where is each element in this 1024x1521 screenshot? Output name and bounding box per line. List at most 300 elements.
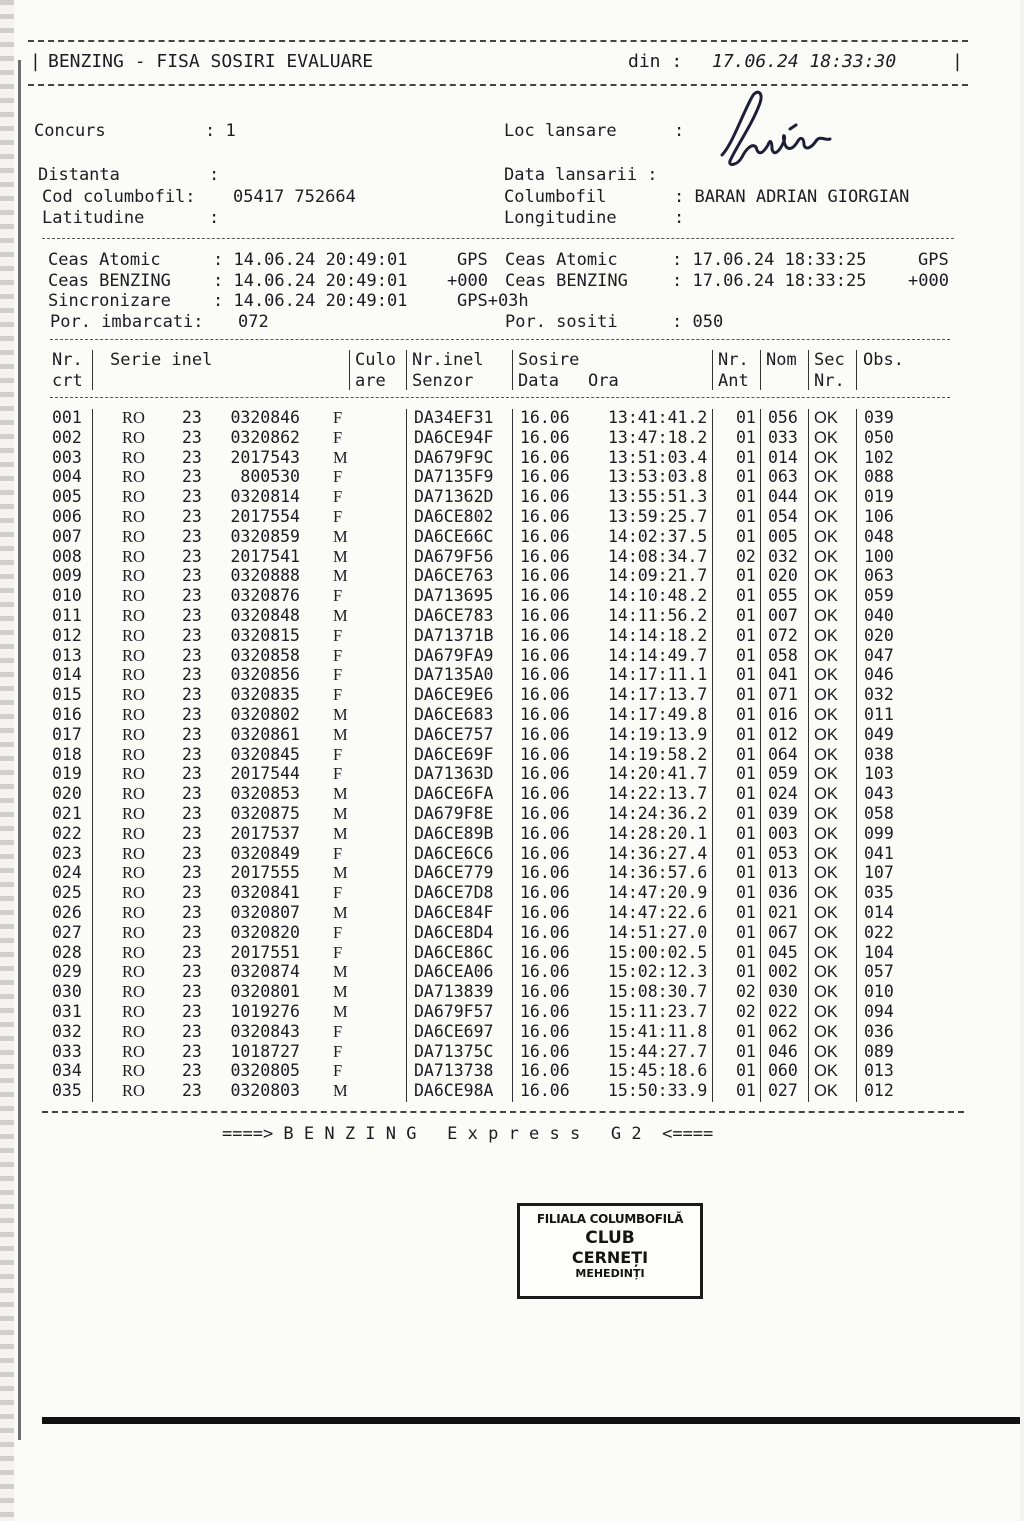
row-separator bbox=[760, 845, 761, 865]
row-separator bbox=[512, 1062, 513, 1082]
row-nr: 022 bbox=[52, 823, 82, 843]
row-obs: 047 bbox=[864, 645, 894, 665]
row-sex: M bbox=[333, 903, 348, 922]
col-senzor-header: Nr.inel bbox=[412, 350, 484, 370]
row-nr: 019 bbox=[52, 764, 82, 784]
row-separator bbox=[92, 924, 93, 944]
row-separator bbox=[808, 1043, 809, 1063]
row-separator bbox=[406, 567, 407, 587]
row-nr: 003 bbox=[52, 447, 82, 467]
row-time: 14:28:20.1 bbox=[608, 823, 708, 843]
clock-value: : 17.06.24 18:33:25 bbox=[672, 250, 867, 270]
col-senzor-header-2: Senzor bbox=[412, 371, 474, 391]
hdr-sep bbox=[349, 350, 350, 390]
row-separator bbox=[760, 706, 761, 726]
row-obs: 104 bbox=[864, 942, 894, 962]
row-time: 14:51:27.0 bbox=[608, 922, 708, 942]
row-country: RO bbox=[122, 962, 145, 982]
row-separator bbox=[512, 924, 513, 944]
row-separator bbox=[712, 765, 713, 785]
row-country: RO bbox=[122, 606, 145, 625]
row-year: 23 bbox=[182, 566, 202, 586]
row-separator bbox=[760, 449, 761, 469]
row-ring: 0320845 bbox=[230, 744, 300, 764]
row-separator bbox=[760, 647, 761, 667]
row-nom: 012 bbox=[768, 724, 798, 744]
row-separator bbox=[760, 607, 761, 627]
row-sensor: DA6CE69F bbox=[414, 744, 494, 764]
row-obs: 011 bbox=[864, 705, 894, 724]
row-separator bbox=[760, 1062, 761, 1082]
row-ring: 2017537 bbox=[230, 823, 300, 843]
row-country: RO bbox=[122, 724, 145, 744]
row-date: 16.06 bbox=[520, 863, 570, 883]
row-nr: 025 bbox=[52, 883, 82, 903]
clock-value: : 14.06.24 20:49:01 bbox=[213, 250, 408, 270]
row-country: RO bbox=[122, 487, 145, 507]
row-nr: 029 bbox=[52, 962, 82, 982]
row-ant: 01 bbox=[736, 526, 756, 546]
row-separator bbox=[92, 1023, 93, 1043]
row-ring: 0320807 bbox=[230, 903, 300, 922]
row-separator bbox=[712, 548, 713, 568]
row-obs: 094 bbox=[864, 1002, 894, 1021]
row-year: 23 bbox=[182, 903, 202, 922]
row-time: 13:47:18.2 bbox=[608, 427, 708, 447]
row-separator bbox=[808, 607, 809, 627]
club-stamp bbox=[517, 1203, 703, 1299]
row-separator bbox=[760, 488, 761, 508]
row-separator bbox=[808, 746, 809, 766]
row-separator bbox=[92, 726, 93, 746]
row-nr: 005 bbox=[52, 487, 82, 507]
row-separator bbox=[92, 488, 93, 508]
stamp-line-2: CLUB bbox=[585, 1228, 635, 1248]
row-separator bbox=[712, 924, 713, 944]
row-country: RO bbox=[122, 1021, 145, 1041]
row-country: RO bbox=[122, 507, 145, 526]
row-ring: 1018727 bbox=[230, 1041, 300, 1061]
row-time: 14:10:48.2 bbox=[608, 586, 708, 606]
row-separator bbox=[92, 1003, 93, 1023]
row-separator bbox=[808, 1062, 809, 1082]
row-country: RO bbox=[122, 784, 145, 804]
col-data-header: Data bbox=[518, 371, 559, 391]
row-country: RO bbox=[122, 586, 145, 606]
row-ring: 800530 bbox=[240, 467, 300, 487]
row-separator bbox=[512, 706, 513, 726]
row-separator bbox=[760, 825, 761, 845]
row-nom: 036 bbox=[768, 883, 798, 903]
row-ring: 0320853 bbox=[230, 784, 300, 804]
row-separator bbox=[760, 587, 761, 607]
row-nom: 007 bbox=[768, 606, 798, 625]
hdr-sep bbox=[406, 350, 407, 390]
row-nr: 034 bbox=[52, 1061, 82, 1081]
row-separator bbox=[92, 904, 93, 924]
row-ant: 01 bbox=[736, 705, 756, 724]
stamp-line-4: MEHEDINȚI bbox=[575, 1267, 645, 1280]
row-separator bbox=[856, 1003, 857, 1023]
row-separator bbox=[406, 963, 407, 983]
row-ring: 0320874 bbox=[230, 962, 300, 982]
row-sex: F bbox=[333, 764, 343, 784]
row-country: RO bbox=[122, 625, 145, 645]
row-ant: 01 bbox=[736, 804, 756, 823]
row-separator bbox=[856, 488, 857, 508]
row-date: 16.06 bbox=[520, 1021, 570, 1041]
row-separator bbox=[92, 587, 93, 607]
row-date: 16.06 bbox=[520, 823, 570, 843]
row-separator bbox=[712, 449, 713, 469]
row-sec: OK bbox=[814, 1003, 838, 1021]
row-obs: 089 bbox=[864, 1041, 894, 1061]
longitudine-value: : bbox=[674, 208, 685, 228]
row-time: 14:17:11.1 bbox=[608, 665, 708, 685]
data-lansarii-label: Data lansarii : bbox=[504, 165, 658, 185]
row-separator bbox=[808, 449, 809, 469]
row-separator bbox=[92, 429, 93, 449]
row-sex: F bbox=[333, 645, 343, 665]
row-sex: M bbox=[333, 1002, 348, 1021]
row-separator bbox=[712, 944, 713, 964]
clock-label: Ceas BENZING bbox=[48, 271, 171, 291]
row-nom: 041 bbox=[768, 665, 798, 685]
row-separator bbox=[760, 746, 761, 766]
row-separator bbox=[512, 746, 513, 766]
row-separator bbox=[808, 726, 809, 746]
row-nom: 054 bbox=[768, 507, 798, 526]
row-sensor: DA713738 bbox=[414, 1061, 494, 1081]
row-nom: 064 bbox=[768, 744, 798, 764]
row-obs: 040 bbox=[864, 606, 894, 625]
row-separator bbox=[808, 785, 809, 805]
row-sex: M bbox=[333, 1081, 348, 1101]
row-separator bbox=[406, 1043, 407, 1063]
col-sec-header-2: Nr. bbox=[814, 371, 845, 391]
row-nom: 062 bbox=[768, 1021, 798, 1041]
row-sensor: DA6CE779 bbox=[414, 863, 494, 883]
row-separator bbox=[406, 528, 407, 548]
row-separator bbox=[406, 468, 407, 488]
row-obs: 106 bbox=[864, 507, 894, 526]
row-nr: 030 bbox=[52, 982, 82, 1002]
row-ant: 01 bbox=[736, 764, 756, 784]
row-nr: 013 bbox=[52, 645, 82, 665]
row-ant: 02 bbox=[736, 982, 756, 1002]
row-separator bbox=[808, 765, 809, 785]
row-sec: OK bbox=[814, 1022, 838, 1041]
row-ring: 0320814 bbox=[230, 487, 300, 507]
row-year: 23 bbox=[182, 705, 202, 724]
row-sec: OK bbox=[814, 488, 838, 507]
row-country: RO bbox=[122, 883, 145, 903]
row-separator bbox=[856, 904, 857, 924]
row-separator bbox=[92, 666, 93, 686]
row-separator bbox=[808, 468, 809, 488]
row-year: 23 bbox=[182, 942, 202, 962]
row-nom: 013 bbox=[768, 863, 798, 883]
row-nom: 033 bbox=[768, 427, 798, 447]
row-ant: 01 bbox=[736, 1061, 756, 1081]
row-sec: OK bbox=[814, 864, 838, 883]
row-separator bbox=[512, 666, 513, 686]
row-ring: 0320803 bbox=[230, 1081, 300, 1101]
row-year: 23 bbox=[182, 606, 202, 625]
row-separator bbox=[712, 1003, 713, 1023]
row-date: 16.06 bbox=[520, 843, 570, 863]
row-separator bbox=[92, 1043, 93, 1063]
hdr-sep bbox=[512, 350, 513, 390]
hdr-sep bbox=[92, 350, 93, 390]
row-separator bbox=[808, 488, 809, 508]
row-year: 23 bbox=[182, 764, 202, 784]
row-sec: OK bbox=[814, 468, 838, 487]
row-sec: OK bbox=[814, 428, 838, 447]
row-separator bbox=[406, 983, 407, 1003]
row-separator bbox=[406, 706, 407, 726]
row-sec: OK bbox=[814, 666, 838, 685]
row-ant: 01 bbox=[736, 1021, 756, 1041]
row-separator bbox=[760, 884, 761, 904]
row-nr: 035 bbox=[52, 1081, 82, 1101]
row-separator bbox=[406, 488, 407, 508]
row-ring: 0320888 bbox=[230, 566, 300, 586]
row-separator bbox=[512, 963, 513, 983]
row-separator bbox=[760, 567, 761, 587]
row-year: 23 bbox=[182, 507, 202, 526]
row-separator bbox=[808, 567, 809, 587]
hdr-sep bbox=[856, 350, 857, 390]
distanta-label: Distanta bbox=[38, 165, 120, 185]
row-nom: 056 bbox=[768, 408, 798, 427]
row-date: 16.06 bbox=[520, 427, 570, 447]
row-ring: 0320841 bbox=[230, 883, 300, 903]
row-nom: 002 bbox=[768, 962, 798, 982]
row-ring: 0320862 bbox=[230, 427, 300, 447]
row-ant: 01 bbox=[736, 447, 756, 467]
row-ring: 0320849 bbox=[230, 843, 300, 863]
row-country: RO bbox=[122, 903, 145, 922]
row-time: 15:00:02.5 bbox=[608, 942, 708, 962]
clock-label: Sincronizare bbox=[48, 291, 171, 311]
row-sensor: DA34EF31 bbox=[414, 408, 494, 427]
hdr-sep bbox=[760, 350, 761, 390]
row-country: RO bbox=[122, 982, 145, 1002]
header-top-rule bbox=[28, 40, 968, 42]
hdr-sep bbox=[712, 350, 713, 390]
row-separator bbox=[856, 508, 857, 528]
row-separator bbox=[512, 805, 513, 825]
row-separator bbox=[760, 468, 761, 488]
footer-brand-line: ====> B E N Z I N G E x p r e s s G 2 <==== bbox=[222, 1124, 714, 1144]
row-separator bbox=[712, 1043, 713, 1063]
row-country: RO bbox=[122, 922, 145, 942]
row-nom: 072 bbox=[768, 625, 798, 645]
row-country: RO bbox=[122, 1061, 145, 1081]
row-time: 13:41:41.2 bbox=[608, 408, 708, 427]
row-ant: 01 bbox=[736, 1081, 756, 1101]
row-ant: 01 bbox=[736, 863, 756, 883]
row-separator bbox=[712, 845, 713, 865]
info-separator bbox=[42, 238, 954, 239]
row-time: 15:02:12.3 bbox=[608, 962, 708, 982]
row-ant: 01 bbox=[736, 724, 756, 744]
row-obs: 088 bbox=[864, 467, 894, 487]
row-time: 13:53:03.8 bbox=[608, 467, 708, 487]
row-ring: 2017555 bbox=[230, 863, 300, 883]
row-time: 15:44:27.7 bbox=[608, 1041, 708, 1061]
row-separator bbox=[760, 924, 761, 944]
row-separator bbox=[406, 845, 407, 865]
row-separator bbox=[512, 726, 513, 746]
row-year: 23 bbox=[182, 843, 202, 863]
row-separator bbox=[92, 607, 93, 627]
col-obs-header: Obs. bbox=[863, 350, 904, 370]
row-separator bbox=[406, 686, 407, 706]
row-time: 13:59:25.7 bbox=[608, 507, 708, 526]
row-separator bbox=[760, 726, 761, 746]
row-date: 16.06 bbox=[520, 784, 570, 804]
row-separator bbox=[512, 627, 513, 647]
row-separator bbox=[760, 805, 761, 825]
row-separator bbox=[712, 825, 713, 845]
row-year: 23 bbox=[182, 1002, 202, 1021]
row-time: 14:47:22.6 bbox=[608, 903, 708, 922]
row-nr: 014 bbox=[52, 665, 82, 685]
row-sex: M bbox=[333, 962, 348, 982]
row-date: 16.06 bbox=[520, 962, 570, 982]
row-ant: 01 bbox=[736, 744, 756, 764]
row-sec: OK bbox=[814, 725, 838, 744]
row-separator bbox=[512, 607, 513, 627]
row-country: RO bbox=[122, 764, 145, 784]
row-time: 14:47:20.9 bbox=[608, 883, 708, 903]
row-ring: 2017544 bbox=[230, 764, 300, 784]
row-sex: F bbox=[333, 586, 343, 606]
row-separator bbox=[856, 1082, 857, 1102]
row-separator bbox=[712, 468, 713, 488]
row-date: 16.06 bbox=[520, 467, 570, 487]
row-date: 16.06 bbox=[520, 903, 570, 922]
row-separator bbox=[92, 785, 93, 805]
row-sec: OK bbox=[814, 686, 838, 705]
row-date: 16.06 bbox=[520, 724, 570, 744]
row-nom: 059 bbox=[768, 764, 798, 784]
row-sec: OK bbox=[814, 626, 838, 645]
row-separator bbox=[856, 449, 857, 469]
row-separator bbox=[512, 429, 513, 449]
row-ant: 01 bbox=[736, 922, 756, 942]
row-separator bbox=[406, 449, 407, 469]
row-separator bbox=[712, 1023, 713, 1043]
row-date: 16.06 bbox=[520, 1081, 570, 1101]
row-date: 16.06 bbox=[520, 705, 570, 724]
col-nom-header: Nom bbox=[766, 350, 797, 370]
row-separator bbox=[712, 1082, 713, 1102]
row-nom: 045 bbox=[768, 942, 798, 962]
row-nr: 001 bbox=[52, 408, 82, 427]
row-separator bbox=[512, 686, 513, 706]
clock-suffix: GPS bbox=[457, 250, 488, 270]
clock-label: Ceas Atomic bbox=[505, 250, 618, 270]
row-sex: M bbox=[333, 784, 348, 804]
row-separator bbox=[856, 607, 857, 627]
row-sex: M bbox=[333, 526, 348, 546]
row-sensor: DA6CE9E6 bbox=[414, 685, 494, 705]
row-sex: F bbox=[333, 507, 343, 526]
row-separator bbox=[712, 904, 713, 924]
row-nr: 027 bbox=[52, 922, 82, 942]
row-obs: 046 bbox=[864, 665, 894, 685]
col-ora-header: Ora bbox=[588, 371, 619, 391]
row-ring: 0320815 bbox=[230, 625, 300, 645]
row-ant: 01 bbox=[736, 586, 756, 606]
row-time: 15:11:23.7 bbox=[608, 1002, 708, 1021]
row-time: 13:51:03.4 bbox=[608, 447, 708, 467]
row-separator bbox=[808, 647, 809, 667]
row-sec: OK bbox=[814, 765, 838, 784]
row-separator bbox=[406, 1003, 407, 1023]
row-separator bbox=[406, 864, 407, 884]
distanta-value: : bbox=[209, 165, 220, 185]
row-separator bbox=[712, 746, 713, 766]
row-separator bbox=[760, 1003, 761, 1023]
row-sex: M bbox=[333, 606, 348, 625]
row-sex: M bbox=[333, 566, 348, 586]
row-nr: 032 bbox=[52, 1021, 82, 1041]
row-ring: 2017541 bbox=[230, 546, 300, 566]
row-separator bbox=[712, 785, 713, 805]
row-date: 16.06 bbox=[520, 883, 570, 903]
row-nom: 058 bbox=[768, 645, 798, 665]
hdr-sep bbox=[808, 350, 809, 390]
row-separator bbox=[856, 963, 857, 983]
row-sex: M bbox=[333, 804, 348, 823]
row-nr: 033 bbox=[52, 1041, 82, 1061]
row-separator bbox=[856, 468, 857, 488]
row-nr: 009 bbox=[52, 566, 82, 586]
row-sex: M bbox=[333, 823, 348, 843]
row-separator bbox=[712, 1062, 713, 1082]
row-sex: F bbox=[333, 665, 343, 685]
cod-columbofil-value: 05417 752664 bbox=[233, 187, 356, 207]
row-separator bbox=[406, 587, 407, 607]
row-separator bbox=[856, 884, 857, 904]
row-obs: 039 bbox=[864, 408, 894, 427]
row-nom: 024 bbox=[768, 784, 798, 804]
row-obs: 049 bbox=[864, 724, 894, 744]
row-separator bbox=[406, 548, 407, 568]
row-separator bbox=[808, 429, 809, 449]
row-separator bbox=[406, 627, 407, 647]
row-separator bbox=[512, 944, 513, 964]
row-ant: 01 bbox=[736, 942, 756, 962]
row-nom: 039 bbox=[768, 804, 798, 823]
row-sex: F bbox=[333, 467, 343, 487]
row-separator bbox=[712, 409, 713, 429]
row-separator bbox=[712, 508, 713, 528]
row-obs: 107 bbox=[864, 863, 894, 883]
row-sec: OK bbox=[814, 904, 838, 922]
row-nom: 014 bbox=[768, 447, 798, 467]
header-left-bar: | bbox=[30, 51, 41, 72]
row-country: RO bbox=[122, 1002, 145, 1021]
row-date: 16.06 bbox=[520, 625, 570, 645]
row-time: 14:19:13.9 bbox=[608, 724, 708, 744]
row-ant: 01 bbox=[736, 625, 756, 645]
row-sec: OK bbox=[814, 963, 838, 982]
